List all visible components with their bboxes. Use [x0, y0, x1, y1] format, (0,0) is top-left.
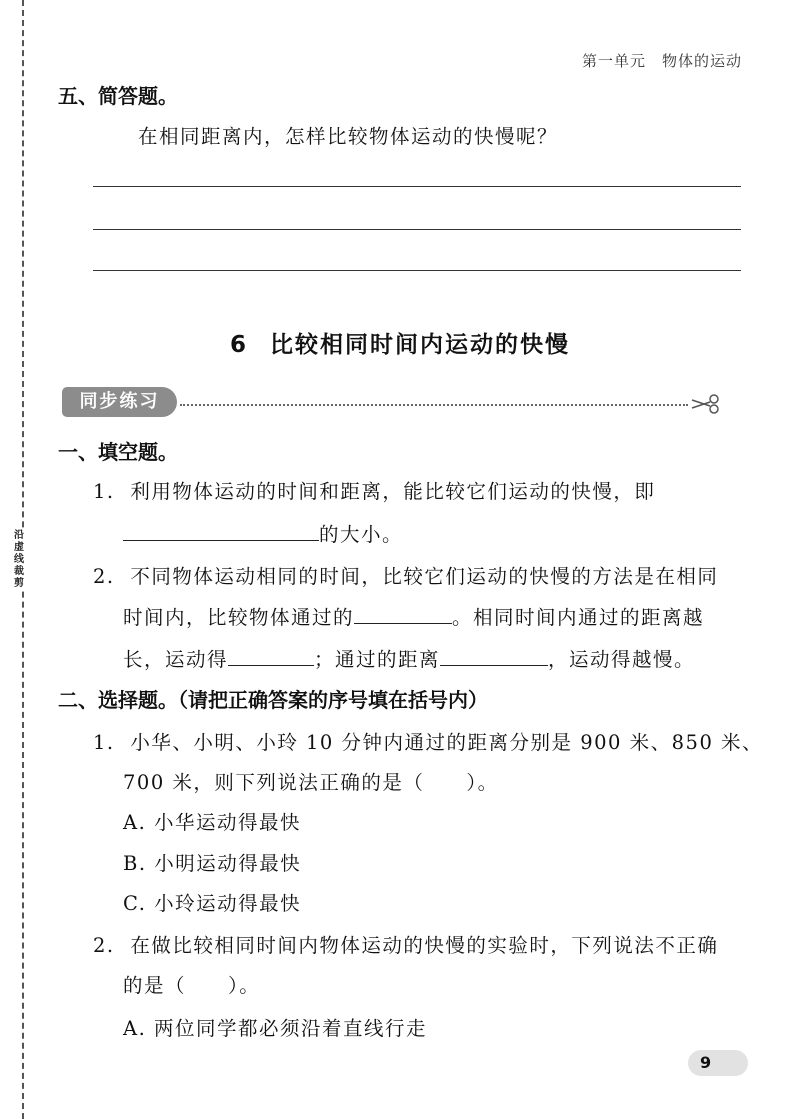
fill-q1-text-after: 的大小。: [319, 523, 404, 546]
fill-q2-text-c: ，运动得越慢。: [548, 648, 696, 671]
question-number: 1.: [93, 731, 115, 754]
banner-dotted-line: [180, 404, 688, 406]
section5-question: 在相同距离内，怎样比较物体运动的快慢呢？: [138, 125, 559, 148]
choice-q2-line1: [93, 930, 718, 958]
choice-q1-option-a[interactable]: A. 小华运动得最快: [123, 811, 301, 834]
question-number: 2.: [93, 934, 115, 957]
scissors-icon: [690, 392, 720, 416]
question-number: 1.: [93, 480, 115, 503]
fill-q1-line1: [93, 476, 655, 504]
fill-q2-line1: [93, 561, 718, 589]
lesson-name: 比较相同时间内运动的快慢: [270, 332, 570, 358]
question-number: 2.: [93, 565, 115, 588]
fill-q1-line2: [123, 519, 403, 547]
fill-q2-text-a: 长，运动得: [123, 648, 229, 671]
choice-q1-line2: 700 米，则下列说法正确的是（ ）。: [123, 771, 499, 794]
header-unit: 第一单元: [581, 52, 646, 70]
choice-q1-option-b[interactable]: B. 小明运动得最快: [123, 852, 302, 875]
fill-q2-blank-2[interactable]: [228, 645, 314, 666]
fill-q2-text: 不同物体运动相同的时间，比较它们运动的快慢的方法是在相同: [130, 565, 719, 588]
fill-q2-text-before: 时间内，比较物体通过的: [123, 606, 355, 629]
lesson-number: 6: [229, 332, 248, 358]
answer-line-1[interactable]: [93, 186, 741, 187]
answer-line-3[interactable]: [93, 270, 741, 271]
choice-q1-text: 小华、小明、小玲 10 分钟内通过的距离分别是 900 米、850 米、: [130, 731, 764, 754]
section1-heading: 一、填空题。: [58, 440, 178, 464]
choice-q1-line1: [93, 727, 763, 755]
choice-q1-option-c[interactable]: C. 小玲运动得最快: [123, 892, 302, 915]
choice-q2-text: 在做比较相同时间内物体运动的快慢的实验时，下列说法不正确: [130, 934, 719, 957]
choice-q2-option-a[interactable]: A. 两位同学都必须沿着直线行走: [123, 1017, 427, 1040]
fill-q1-text: 利用物体运动的时间和距离，能比较它们运动的快慢，即: [130, 480, 656, 503]
section2-heading: 二、选择题。（请把正确答案的序号填在括号内）: [58, 688, 488, 712]
fill-q2-text-b: ；通过的距离: [314, 648, 441, 671]
lesson-title: [0, 326, 800, 359]
practice-banner: 同步练习: [62, 387, 177, 417]
fill-q2-line2: [123, 602, 704, 630]
choice-q2-line2: 的是（ ）。: [123, 974, 261, 997]
page-number: 9: [688, 1050, 748, 1076]
fill-q2-line3: [123, 644, 695, 672]
section5-heading: 五、简答题。: [58, 84, 178, 108]
fill-q1-blank[interactable]: [123, 520, 319, 541]
running-header: [582, 50, 742, 71]
fill-q2-blank-1[interactable]: [354, 603, 452, 624]
cut-guide-label: 沿虚线裁剪: [14, 530, 24, 589]
fill-q2-text-after: 。相同时间内通过的距离越: [452, 606, 705, 629]
header-title: 物体的运动: [661, 52, 742, 70]
answer-line-2[interactable]: [93, 229, 741, 230]
fill-q2-blank-3[interactable]: [440, 645, 548, 666]
